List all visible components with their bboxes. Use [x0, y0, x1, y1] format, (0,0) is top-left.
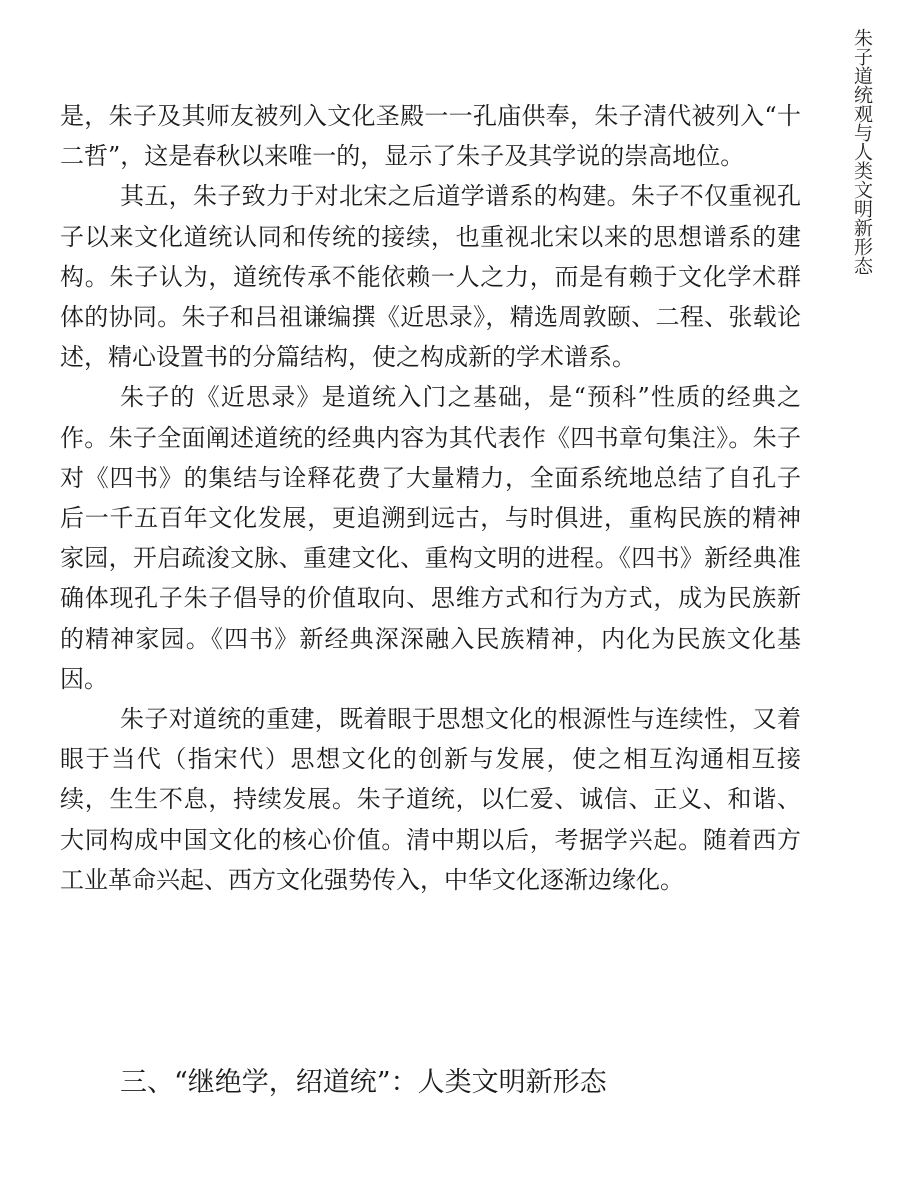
paragraph-daoxue-lineage: 其五，朱子致力于对北宋之后道学谱系的构建。朱子不仅重视孔子以来文化道统认同和传统的接续，也重视北宋以来的思想谱系的建构。朱子认为，道统传承不能依赖一人之力，而是有赖于文化学术群体的协同。朱子和吕祖谦编撰《近思录》，精选周敦颐、二程、张载论述，精心设置书的分篇结构，使之构成新的学术谱系。: [60, 182, 801, 372]
running-header-title: 朱子道统观与人类文明新形态: [851, 28, 873, 275]
paragraph-daotong-reconstruction: 朱子对道统的重建，既着眼于思想文化的根源性与连续性，又着眼于当代（指宋代）思想文化的创新与发展，使之相互沟通相互接续，生生不息，持续发展。朱子道统，以仁爱、诚信、正义、和谐、大同构成中国文化的核心价值。清中期以后，考据学兴起。随着西方工业革命兴起、西方文化强势传入，中华文化逐渐边缘化。: [60, 705, 801, 894]
page-body: [60, 96, 801, 900]
paragraph-continuation: 是，朱子及其师友被列入文化圣殿一一孔庙供奉，朱子清代被列入“十二哲”，这是春秋以来唯一的，显示了朱子及其学说的崇高地位。: [60, 102, 801, 171]
paragraph-jinsilu-sishu: 朱子的《近思录》是道统入门之基础，是“预科”性质的经典之作。朱子全面阐述道统的经典内容为其代表作《四书章句集注》。朱子对《四书》的集结与诠释花费了大量精力，全面系统地总结了自孔子后一千五百年文化发展，更追溯到远古，与时俱进，重构民族的精神家园，开启疏浚文脉、重建文化、重构文明的进程。《四书》新经典准确体现孔子朱子倡导的价值取向、思维方式和行为方式，成为民族新的精神家园。《四书》新经典深深融入民族精神，内化为民族文化基因。: [60, 383, 801, 693]
section-heading: 三、“继绝学，绍道统”：人类文明新形态: [120, 1067, 607, 1098]
